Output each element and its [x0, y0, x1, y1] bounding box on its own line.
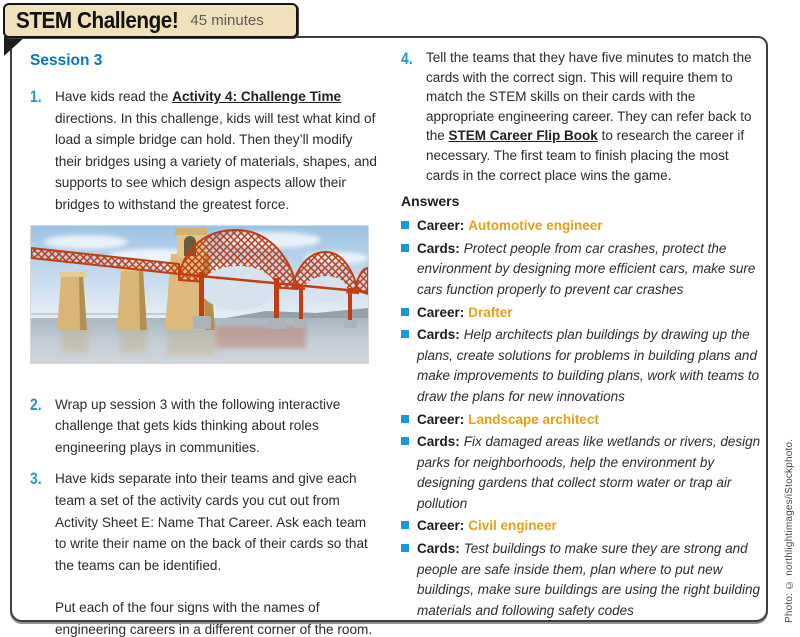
career-label: Career:: [417, 304, 465, 320]
step-4: [401, 48, 761, 185]
activity-4-reference: Activity 4: Challenge Time: [172, 89, 342, 104]
career-value: Landscape architect: [468, 411, 599, 427]
cards-value: Test buildings to make sure they are strong and people are safe inside them, plan where to put new buildings, make sure buildings are using the right building materials and following safety codes: [417, 541, 760, 618]
step-4-text-pre: Tell the teams that they have five minutes to match the cards with the correct sign. This will require them to match the STEM skills on their cards with the appropriate engineering career. They can refer back to the: [426, 50, 752, 144]
bullet-icon: [401, 415, 409, 423]
career-label: Career:: [417, 411, 465, 427]
step-1: [30, 86, 378, 216]
step-3-text: [55, 468, 378, 637]
bridge-photo-art: [31, 226, 368, 363]
bullet-icon: [401, 544, 409, 552]
bullet-icon: [401, 221, 409, 229]
career-value: Automotive engineer: [468, 218, 603, 234]
left-column: [30, 50, 378, 637]
step-3-paragraph-1: Have kids separate into their teams and give each team a set of the activity cards you cut out from Activity Sheet E: Name That Career. Ask each team to write their name on the back of their cards so that the teams can be identified.: [55, 471, 368, 573]
flip-book-reference: STEM Career Flip Book: [448, 128, 598, 144]
bridge-photo: [30, 225, 369, 364]
step-4-number: 4.: [401, 49, 413, 68]
photo-credit: Photo: © northlightimages/iStockphoto.: [784, 438, 795, 623]
career-label: Career:: [417, 518, 465, 534]
step-4-text: [426, 48, 761, 185]
step-1-text: [55, 86, 378, 216]
answer-career-2: [401, 303, 761, 324]
cards-value: Fix damaged areas like wetlands or rivers, design parks for neighborhoods, help the environment by designing gardens that collect storm water or trap air pollution: [417, 434, 761, 511]
step-1-text-post: directions. In this challenge, kids will test what kind of load a simple bridge can hold. Then they’ll modify their bridges using a variety of materials, shapes, and supports to see which design aspects allow their bridges to withstand the greatest force.: [55, 110, 377, 212]
career-value: Civil engineer: [468, 518, 557, 534]
bullet-icon: [401, 244, 409, 252]
header-tab: [3, 3, 298, 38]
answer-cards-1: [401, 239, 761, 301]
career-value: Drafter: [468, 304, 513, 320]
answer-cards-3: [401, 432, 761, 514]
bullet-icon: [401, 308, 409, 316]
bullet-icon: [401, 330, 409, 338]
duration-label: 45 minutes: [190, 12, 264, 29]
cards-label: Cards:: [417, 434, 460, 450]
cards-label: Cards:: [417, 327, 460, 343]
cards-label: Cards:: [417, 541, 460, 557]
page-title: STEM Challenge!: [16, 7, 179, 33]
answer-cards-2: [401, 325, 761, 407]
cards-value: Help architects plan buildings by drawing up the plans, create solutions for problems in building plans and make improvements to building plans, work with teams to draw the plans for new innovations: [417, 327, 760, 404]
answer-cards-4: [401, 539, 761, 621]
career-label: Career:: [417, 218, 465, 234]
step-1-text-pre: Have kids read the: [55, 89, 173, 104]
content-panel: [10, 36, 768, 637]
cards-label: Cards:: [417, 240, 460, 256]
cards-value: Protect people from car crashes, protect the environment by designing more efficient cars, make sure cars function properly to prevent car crashes: [417, 240, 756, 297]
bullet-icon: [401, 437, 409, 445]
step-3: [30, 468, 378, 637]
session-title: Session 3: [30, 52, 103, 69]
step-2: [30, 394, 378, 459]
answers-heading: Answers: [401, 193, 460, 210]
step-2-text: Wrap up session 3 with the following interactive challenge that gets kids thinking about roles engineering plays in communities.: [55, 396, 341, 455]
answer-career-4: [401, 516, 761, 537]
answer-career-1: [401, 216, 761, 237]
step-3-number: 3.: [30, 469, 42, 489]
answer-career-3: [401, 410, 761, 431]
step-3-paragraph-2: Put each of the four signs with the names of engineering careers in a different corner of the room.: [55, 600, 373, 637]
bullet-icon: [401, 521, 409, 529]
step-1-number: 1.: [30, 87, 42, 106]
step-2-number: 2.: [30, 394, 42, 414]
step-4-text-post: to research the career if necessary. The first team to finish placing the most cards in the correct place wins the game.: [426, 128, 745, 183]
right-column: [401, 48, 761, 623]
